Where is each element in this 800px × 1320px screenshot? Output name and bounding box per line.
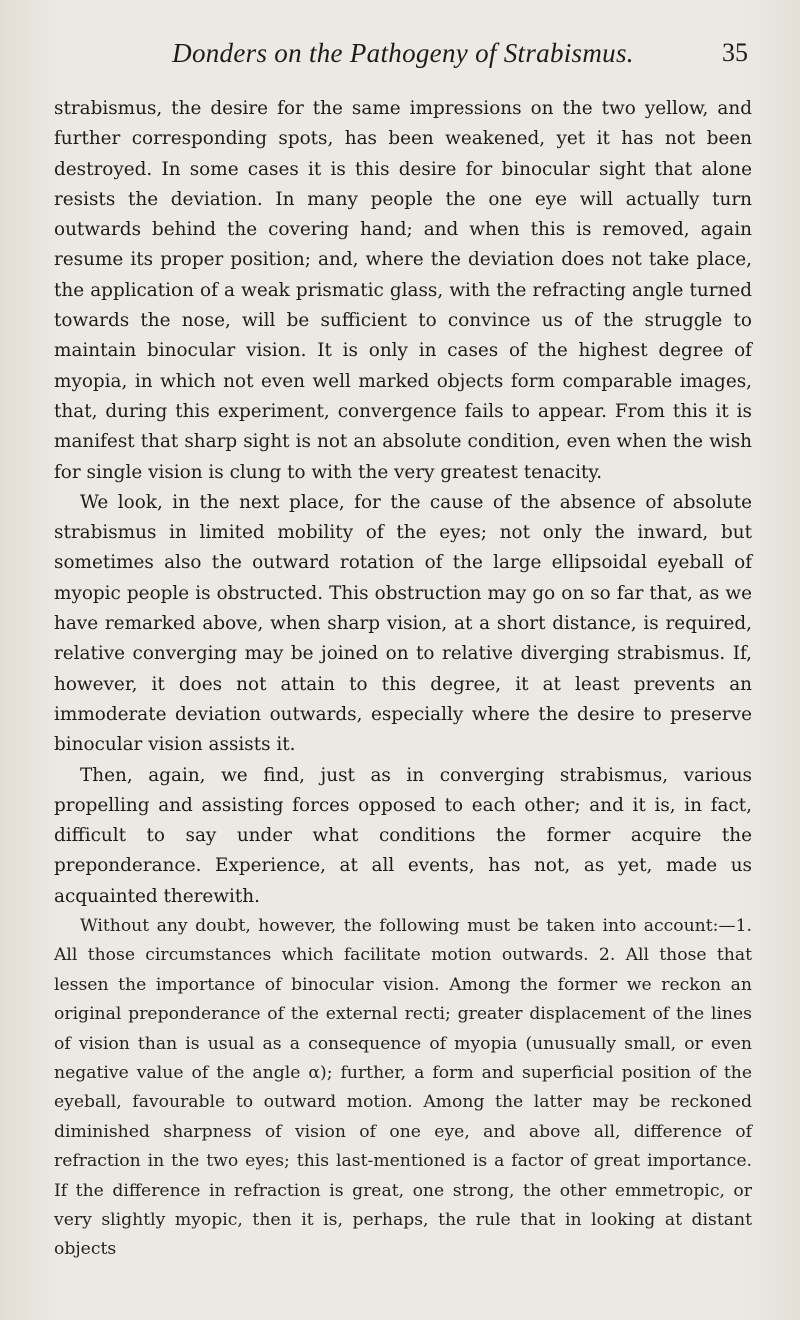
paragraph-1: strabismus, the desire for the same impressions on the two yellow, and further corresponding spots, has been weakened, yet it has not been destroyed. In some cases it is this desire for binocular sight that alone resists the deviation. In many people the one eye will actually turn outwards behind the covering hand; and when this is removed, again resume its proper position; and, where the deviation does not take place, the application of a weak prismatic glass, with the refracting angle turned towards the nose, will be sufficient to convince us of the struggle to maintain binocular vision. It is only in cases of the highest degree of myopia, in which not even well marked objects form comparable images, that, during this experiment, convergence fails to appear. From this it is manifest that sharp sight is not an absolute condition, even when the wish for single vision is clung to with the very greatest tenacity. [54, 98, 752, 483]
running-title: Donders on the Pathogeny of Strabismus. [172, 38, 634, 68]
running-head [54, 38, 752, 78]
paragraph-3: Then, again, we find, just as in converging strabismus, various propelling and assisting forces opposed to each other; and it is, in fact, difficult to say under what conditions the former acquire the preponderance. Experience, at all events, has not, as yet, made us acquainted therewith. [54, 764, 752, 907]
paragraph-4: Without any doubt, however, the following must be taken into account:—1. All those circumstances which facilitate motion outwards. 2. All those that lessen the importance of binocular vision. Among the former we reckon an original preponderance of the external recti; greater displacement of the lines of vision than is usual as a consequence of myopia (unusually small, or even negative value of the angle α); further, a form and superficial position of the eyeball, favourable to outward motion. Among the latter may be reckoned diminished sharpness of vision of one eye, and above all, difference of refraction in the two eyes; this last-mentioned is a factor of great importance. If the difference in refraction is great, one strong, the other emmetropic, or very slightly myopic, then it is, perhaps, the rule that in looking at distant objects [54, 916, 752, 1260]
body-text [54, 94, 752, 1265]
page-number: 35 [722, 38, 748, 67]
paragraph-2: We look, in the next place, for the cause of the absence of absolute strabismus in limited mobility of the eyes; not only the inward, but sometimes also the outward rotation of the large ellipsoidal eyeball of myopic people is obstructed. This obstruction may go on so far that, as we have remarked above, when sharp vision, at a short distance, is required, relative converging may be joined on to relative diverging strabismus. If, however, it does not attain to this degree, it at least prevents an immoderate deviation outwards, especially where the desire to preserve binocular vision assists it. [54, 491, 752, 756]
